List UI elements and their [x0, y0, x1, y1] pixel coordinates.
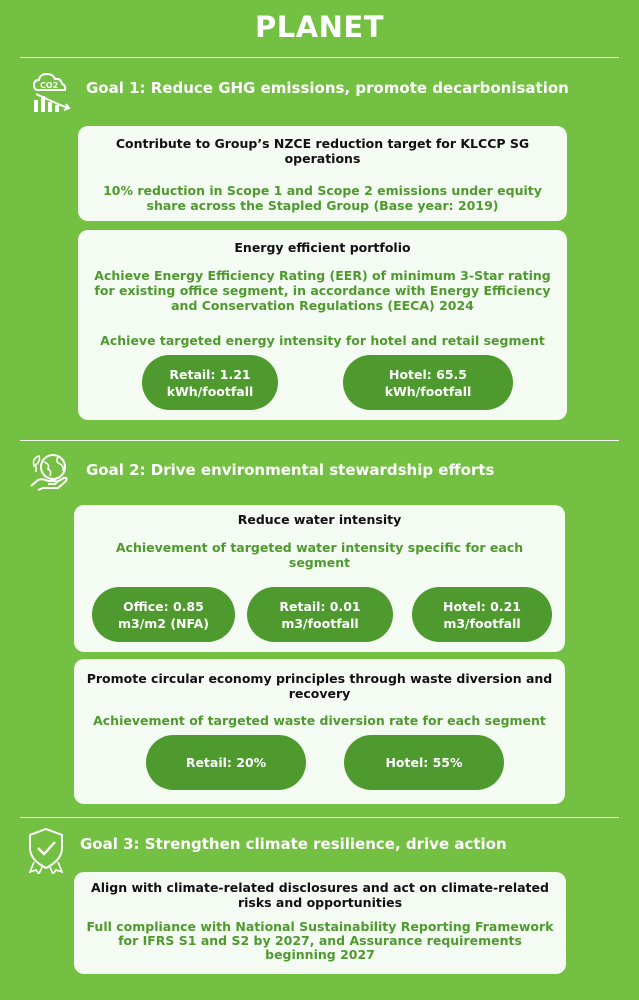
goal-1-heading: Goal 1: Reduce GHG emissions, promote decarbonisation	[86, 79, 569, 97]
card-title: Reduce water intensity	[237, 512, 402, 527]
card-nzce-target	[78, 126, 567, 221]
target-pill-hotel-waste: Hotel: 55%	[344, 735, 504, 790]
card-text: Achievement of targeted water intensity specific for each segment	[115, 540, 524, 570]
card-text: Achieve Energy Efficiency Rating (EER) of minimum 3-Star rating for existing office segment, in accordance with Energy Efficiency and Conservation Regulations (EECA) 2024	[94, 268, 551, 313]
divider	[20, 440, 619, 441]
svg-text:CO2: CO2	[40, 81, 59, 90]
target-pill-office-water: Office: 0.85 m3/m2 (NFA)	[92, 587, 235, 642]
globe-hand-icon	[28, 450, 72, 494]
card-title: Align with climate-related disclosures and act on climate-related risks and opportunities	[91, 880, 549, 910]
card-text: Full compliance with National Sustainability Reporting Framework for IFRS S1 and S2 by 2027, and Assurance requirements beginning 2027	[86, 919, 554, 962]
goal-3-heading: Goal 3: Strengthen climate resilience, drive action	[80, 835, 507, 853]
divider	[20, 817, 619, 818]
co2-emissions-icon	[28, 70, 72, 114]
target-pill-retail-energy: Retail: 1.21 kWh/footfall	[142, 355, 278, 410]
page-title: PLANET	[254, 10, 385, 44]
goal-2-heading: Goal 2: Drive environmental stewardship efforts	[86, 461, 495, 479]
card-water-intensity	[74, 505, 565, 652]
target-pill-hotel-energy: Hotel: 65.5 kWh/footfall	[343, 355, 513, 410]
shield-check-icon	[24, 826, 68, 870]
card-energy-efficient	[78, 230, 567, 420]
card-title: Contribute to Group’s NZCE reduction target for KLCCP SG operations	[115, 136, 530, 166]
card-title: Energy efficient portfolio	[234, 240, 411, 255]
target-pill-retail-water: Retail: 0.01 m3/footfall	[247, 587, 393, 642]
card-circular-economy	[74, 659, 565, 804]
target-pill-retail-waste: Retail: 20%	[146, 735, 306, 790]
target-pill-hotel-water: Hotel: 0.21 m3/footfall	[412, 587, 552, 642]
divider	[20, 57, 619, 58]
card-text-2: Achieve targeted energy intensity for hotel and retail segment	[100, 333, 545, 348]
card-title: Promote circular economy principles through waste diversion and recovery	[86, 671, 553, 701]
card-text: 10% reduction in Scope 1 and Scope 2 emissions under equity share across the Stapled Group (Base year: 2019)	[103, 183, 542, 213]
card-text: Achievement of targeted waste diversion rate for each segment	[93, 713, 546, 728]
card-climate-disclosures	[74, 872, 566, 974]
